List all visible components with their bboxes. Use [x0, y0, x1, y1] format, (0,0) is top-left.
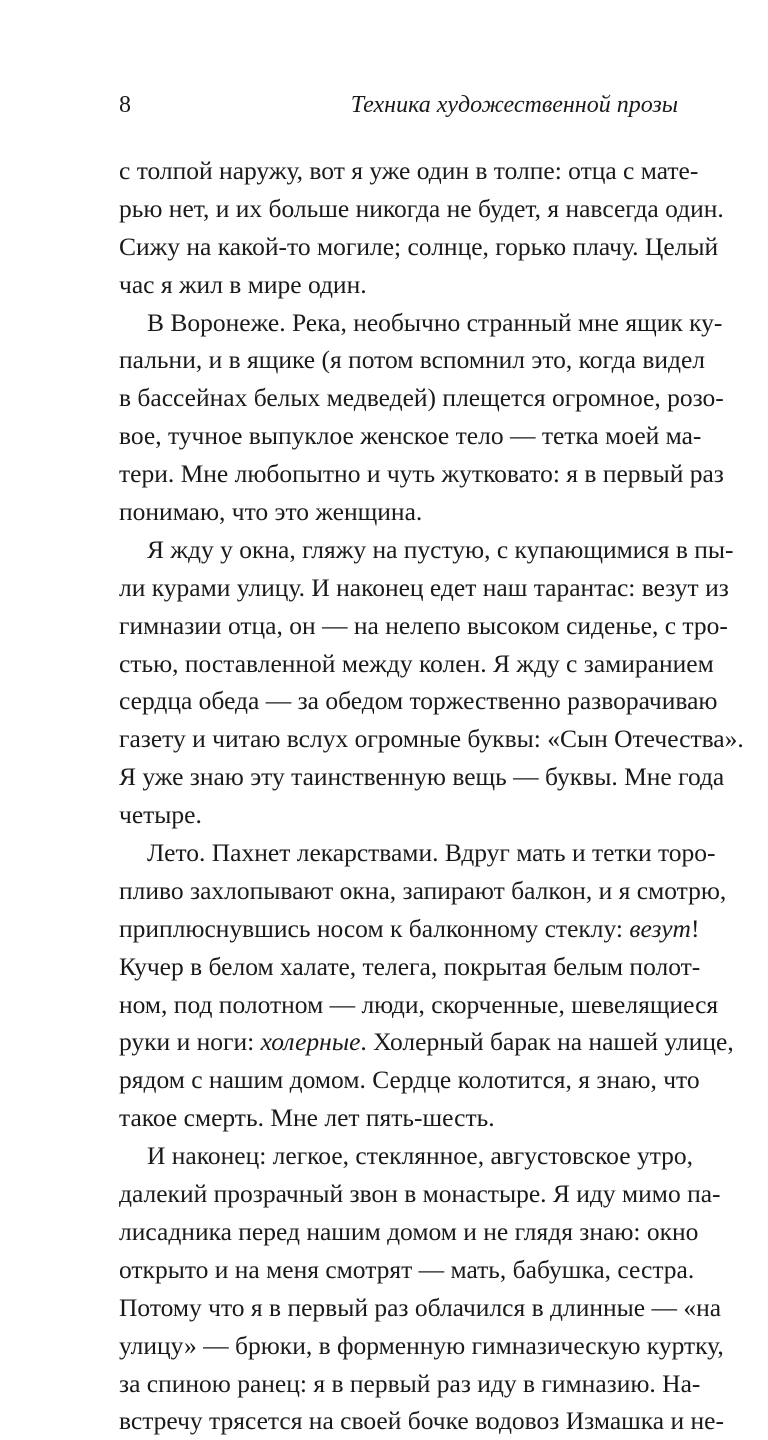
running-title: Техника художественной прозы — [350, 92, 678, 118]
paragraph — [119, 834, 734, 1137]
paragraph — [119, 304, 724, 531]
page-number: 8 — [119, 92, 131, 118]
text-line: час я жил в мире один. — [119, 269, 367, 299]
text-line: газету и читаю вслух огромные буквы: «Сын Отечества». — [119, 724, 744, 754]
text-line: с толпой наружу, вот я уже один в толпе: отца с мате- — [119, 156, 699, 185]
text-line: И наконец: легкое, стеклянное, августовское утро, — [147, 1141, 694, 1171]
text-line: четыре. — [119, 800, 202, 830]
text-line: встречу трясется на своей бочке водовоз Измашка и не- — [119, 1406, 724, 1436]
line-text: . Холерный барак на нашей улице, — [360, 1027, 734, 1057]
text-line: Кучер в белом халате, телега, покрытая белым полот- — [119, 951, 701, 981]
line-text: руки и ноги: — [119, 1027, 261, 1057]
text-line: за спиною ранец: я в первый раз иду в гимназию. На- — [119, 1368, 701, 1398]
italic-word: везут — [629, 913, 691, 943]
line-text: ! — [690, 913, 700, 943]
text-line: улицу» — брюки, в форменную гимназическую куртку, — [119, 1330, 724, 1360]
text-line: рью нет, и их больше никогда не будет, я навсегда один. — [119, 193, 724, 223]
text-line: пальни, и в ящике (я потом вспомнил это, когда видел — [119, 345, 706, 375]
text-line — [119, 1023, 734, 1061]
text-line — [119, 910, 700, 948]
text-line: стью, поставленной между колен. Я жду с замиранием — [119, 648, 714, 678]
page-header — [119, 92, 678, 128]
text-line: Я жду у окна, гляжу на пустую, с купающимися в пы- — [147, 534, 734, 564]
text-line: пливо захлопывают окна, запирают балкон, и я смотрю, — [119, 875, 727, 905]
body-text — [119, 152, 744, 1440]
text-line: лисадника перед нашим домом и не глядя знаю: окно — [119, 1216, 699, 1246]
paragraph — [119, 1137, 724, 1440]
text-line: тери. Мне любопытно и чуть жутковато: я в первый раз — [119, 459, 724, 489]
text-line: Лето. Пахнет лекарствами. Вдруг мать и тетки торо- — [147, 838, 716, 868]
text-line: Я уже знаю эту таинственную вещь — буквы. Мне года — [119, 762, 725, 792]
text-line: рядом с нашим домом. Сердце колотится, я знаю, что — [119, 1065, 700, 1095]
text-line: понимаю, что это женщина. — [119, 497, 423, 527]
text-line: В Воронеже. Река, необычно странный мне ящик ку- — [147, 307, 723, 337]
line-text: приплюснувшись носом к балконному стеклу: — [119, 913, 630, 943]
text-line: в бассейнах белых медведей) плещется огромное, розо- — [119, 383, 724, 413]
text-line: вое, тучное выпуклое женское тело — тетка моей ма- — [119, 421, 702, 451]
text-line: гимназии отца, он — на нелепо высоком сиденье, с тро- — [119, 610, 728, 640]
text-line: далекий прозрачный звон в монастыре. Я иду мимо па- — [119, 1179, 721, 1209]
italic-word: холерные — [260, 1027, 361, 1057]
text-line: Сижу на какой-то могиле; солнце, горько плачу. Целый — [119, 231, 719, 261]
text-line: ном, под полотном — люди, скорченные, шевелящиеся — [119, 989, 719, 1019]
text-line: Потому что я в первый раз облачился в длинные — «на — [119, 1292, 722, 1322]
paragraph — [119, 152, 724, 304]
text-line: ли курами улицу. И наконец едет наш тарантас: везут из — [119, 572, 729, 602]
paragraph — [119, 531, 744, 834]
text-line: открыто и на меня смотрят — мать, бабушка, сестра. — [119, 1254, 695, 1284]
text-line: такое смерть. Мне лет пять-шесть. — [119, 1103, 495, 1133]
text-line: сердца обеда — за обедом торжественно разворачиваю — [119, 686, 718, 716]
